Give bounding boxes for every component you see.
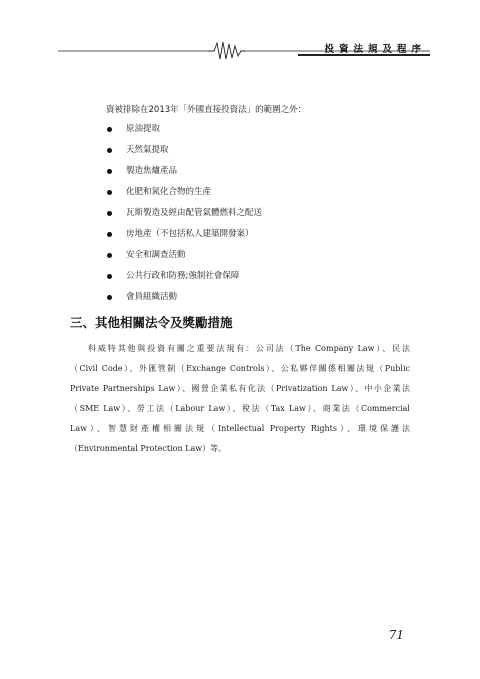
paragraph-line: （Environmental Protection Law）等。 — [70, 444, 227, 453]
list-item-label: 瓦斯製造及經由配管氣體燃料之配送 — [126, 208, 263, 218]
bullet-icon — [107, 211, 112, 216]
bullet-icon — [107, 169, 112, 174]
list-item — [104, 245, 262, 266]
list-item — [104, 203, 262, 224]
paragraph-line: （Civil Code）、外匯管制（Exchange Controls）、公私夥伴關係相關法規（Public — [70, 364, 410, 373]
paragraph-line: Private Partnerships Law）、國營企業私有化法（Privatization Law）、中小企業法 — [70, 384, 410, 393]
list-item — [104, 266, 262, 287]
paragraph-line: 科威特其他與投資有關之重要法規有：公司法（The Company Law）、民法 — [88, 344, 410, 353]
body-paragraph — [70, 339, 410, 459]
bullet-icon — [107, 295, 112, 300]
bullet-icon — [107, 127, 112, 132]
list-item-label: 化肥和氮化合物的生產 — [126, 187, 212, 197]
header-title: 投資法規及程序 — [324, 44, 426, 55]
bullet-icon — [107, 190, 112, 195]
bullet-icon — [107, 253, 112, 258]
bullet-icon — [107, 148, 112, 153]
list-item-label: 會員組織活動 — [126, 292, 178, 302]
list-item-label: 公共行政和防務;強制社會保障 — [126, 271, 240, 281]
paragraph-line: Law）、智慧財產權相關法規（Intellectual Property Rights）、環境保護法 — [70, 424, 410, 433]
list-item — [104, 224, 262, 245]
running-header — [58, 38, 430, 62]
intro-text: 資被排除在2013年「外國直接投資法」的範圍之外： — [106, 105, 307, 115]
list-item-label: 原油提取 — [126, 124, 161, 134]
list-item — [104, 287, 262, 308]
list-item-label: 天然氣提取 — [126, 145, 169, 155]
list-item-label: 房地產（不包括私人建築開發案） — [126, 229, 254, 239]
list-item — [104, 161, 262, 182]
bullet-list — [104, 119, 262, 308]
list-item — [104, 119, 262, 140]
list-item — [104, 140, 262, 161]
paragraph-line: （SME Law）、勞工法（Labour Law）、稅法（Tax Law）、商業法（Commercial — [70, 404, 410, 413]
list-item-label: 安全和調查活動 — [126, 250, 186, 260]
list-item-label: 製造焦爐產品 — [126, 166, 178, 176]
page-number: 71 — [388, 628, 404, 642]
bullet-icon — [107, 274, 112, 279]
list-item — [104, 182, 262, 203]
bullet-icon — [107, 232, 112, 237]
section-heading: 三、其他相關法令及獎勵措施 — [70, 315, 233, 330]
